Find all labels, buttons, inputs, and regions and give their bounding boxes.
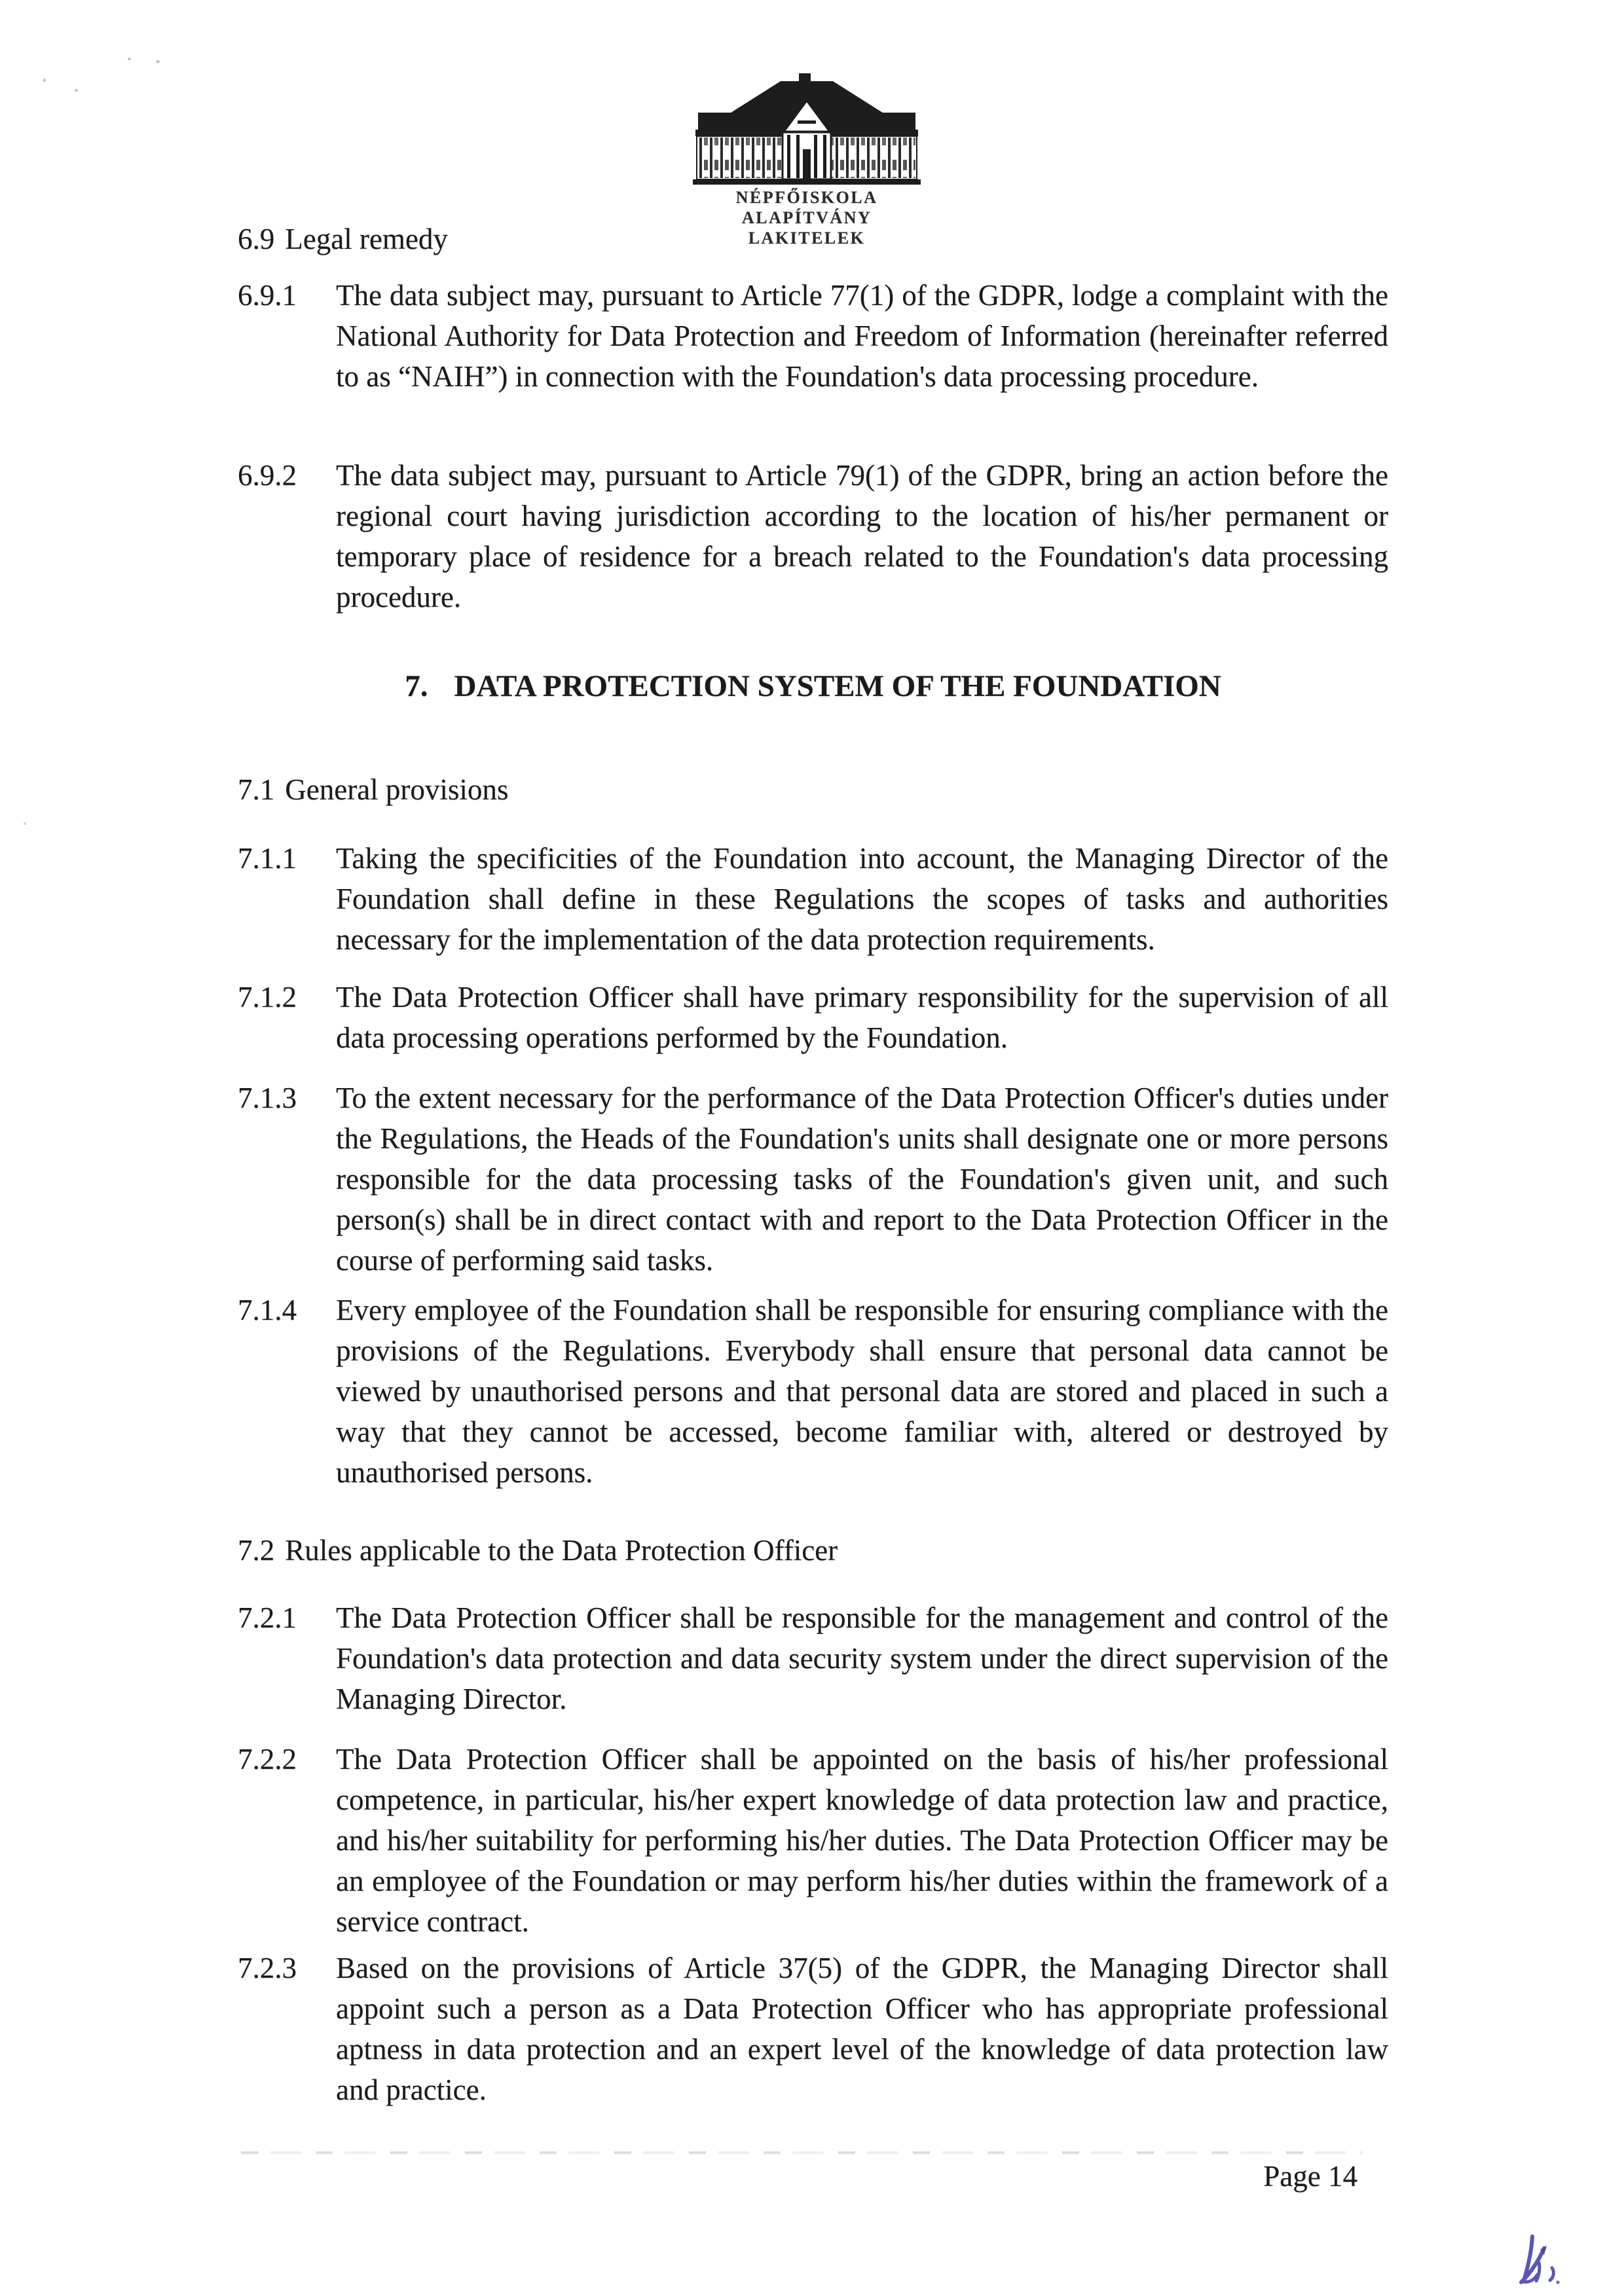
clause-6-9-1 — [238, 275, 1388, 397]
clause-number: 7.1.2 — [238, 981, 297, 1013]
pen-initials-icon — [1510, 2234, 1573, 2295]
clause-text: The data subject may, pursuant to Article 77(1) of the GDPR, lodge a complaint with the National Authority for Data Protection and Freedom of Information (hereinafter referred to as “NAIH”) in connection with the Foundation's data processing procedure. — [336, 279, 1388, 393]
dust-speck — [43, 79, 46, 82]
clause-text: To the extent necessary for the performance of the Data Protection Officer's duties under the Regulations, the Heads of the Foundation's units shall designate one or more persons responsible for the data processing tasks of the Foundation's given unit, and such person(s) shall be in direct contact with and report to the Data Protection Officer in the course of performing said tasks. — [336, 1082, 1388, 1277]
logo-caption-line1: NÉPFŐISKOLA ALAPÍTVÁNY — [735, 188, 878, 227]
clause-7-1-4 — [238, 1290, 1388, 1493]
clause-number: 7.1.4 — [238, 1294, 297, 1326]
section-title: General provisions — [285, 773, 509, 806]
logo-caption-line2: LAKITELEK — [748, 228, 866, 247]
clause-7-2-2 — [238, 1739, 1388, 1942]
scan-artifact-line — [241, 2151, 1362, 2154]
section-number: 6.9 — [238, 223, 275, 255]
clause-text: Based on the provisions of Article 37(5) of the GDPR, the Managing Director shall appoint such a person as a Data Protection Officer who has appropriate professional aptness in data protection and an expert level of the knowledge of data protection law and practice. — [336, 1952, 1388, 2106]
clause-number: 7.1.3 — [238, 1082, 297, 1114]
clause-7-2-1 — [238, 1597, 1388, 1719]
clause-7-1-3 — [238, 1078, 1388, 1281]
clause-7-1-2 — [238, 977, 1388, 1058]
chapter-number: 7. — [405, 669, 428, 703]
clause-text: Every employee of the Foundation shall be responsible for ensuring compliance with the provisions of the Regulations. Everybody shall ensure that personal data cannot be viewed by unauthorised persons and that personal data are stored and placed in such a way that they cannot be accessed, become familiar with, altered or destroyed by unauthorised persons. — [336, 1294, 1388, 1489]
dust-speck — [156, 60, 160, 63]
clause-7-2-3 — [238, 1948, 1388, 2110]
clause-6-9-2 — [238, 455, 1388, 617]
clause-7-1-1 — [238, 838, 1388, 960]
chapter-title: DATA PROTECTION SYSTEM OF THE FOUNDATION — [454, 669, 1221, 703]
clause-text: The Data Protection Officer shall be responsible for the management and control of the Foundation's data protection and data security system under the direct supervision of the Managing Director. — [336, 1601, 1388, 1715]
section-number: 7.1 — [238, 773, 275, 806]
section-title: Legal remedy — [285, 223, 448, 255]
clause-number: 7.2.3 — [238, 1952, 297, 1984]
section-number: 7.2 — [238, 1534, 275, 1567]
clause-text: The data subject may, pursuant to Article 79(1) of the GDPR, bring an action before the regional court having jurisdiction according to the location of his/her permanent or temporary place of residence for a breach related to the Foundation's data processing procedure. — [336, 459, 1388, 613]
dust-speck — [24, 822, 26, 825]
clause-text: The Data Protection Officer shall be appointed on the basis of his/her professional competence, in particular, his/her expert knowledge of data protection law and practice, and his/her suitability for performing his/her duties. The Data Protection Officer may be an employee of the Foundation or may perform his/her duties within the framework of a service contract. — [336, 1743, 1388, 1938]
clause-text: The Data Protection Officer shall have primary responsibility for the supervision of all data processing operations performed by the Foundation. — [336, 981, 1388, 1054]
clause-number: 7.1.1 — [238, 842, 297, 875]
clause-number: 7.2.2 — [238, 1743, 297, 1776]
dust-speck — [128, 58, 131, 60]
section-heading-7-1 — [238, 770, 1388, 809]
page-number: Page 14 — [1263, 2160, 1357, 2193]
building-icon — [669, 72, 944, 187]
clause-text: Taking the specificities of the Foundation into account, the Managing Director of the Foundation shall define in these Regulations the scopes of tasks and authorities necessary for the implementation of the data protection requirements. — [336, 842, 1388, 956]
clause-number: 6.9.1 — [238, 279, 297, 312]
clause-number: 7.2.1 — [238, 1601, 297, 1634]
section-title: Rules applicable to the Data Protection Officer — [285, 1534, 838, 1567]
dust-speck — [75, 89, 78, 92]
clause-number: 6.9.2 — [238, 459, 297, 492]
section-heading-7-2 — [238, 1531, 1388, 1570]
chapter-heading-7 — [238, 666, 1388, 706]
section-heading-6-9 — [238, 219, 1388, 259]
